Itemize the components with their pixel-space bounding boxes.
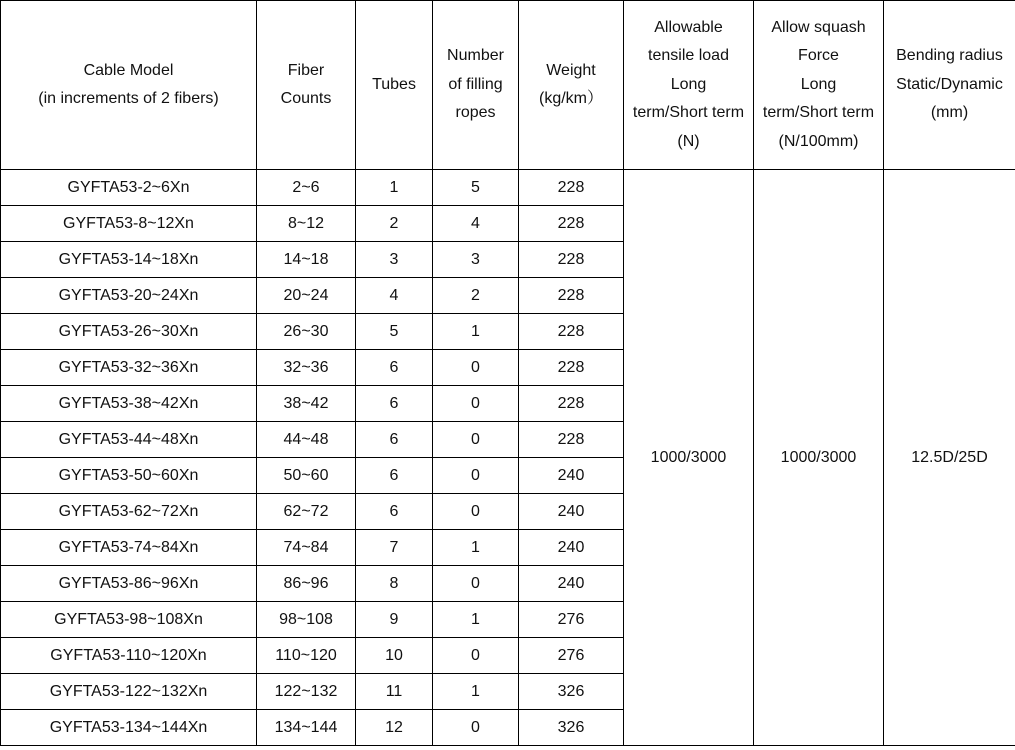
cell-weight: 326 bbox=[519, 710, 624, 746]
cell-cable-model: GYFTA53-134~144Xn bbox=[1, 710, 257, 746]
header-line: Fiber bbox=[287, 61, 325, 79]
cell-filling-ropes: 0 bbox=[433, 494, 519, 530]
header-line: (N) bbox=[677, 132, 700, 150]
cell-filling-ropes: 0 bbox=[433, 710, 519, 746]
header-line: term/Short term bbox=[762, 104, 875, 122]
cell-cable-model: GYFTA53-44~48Xn bbox=[1, 422, 257, 458]
header-line: Allow squash bbox=[771, 18, 866, 36]
cell-filling-ropes: 4 bbox=[433, 206, 519, 242]
cell-fiber-counts: 20~24 bbox=[257, 278, 356, 314]
header-line: Static/Dynamic bbox=[896, 75, 1003, 93]
header-line: ropes bbox=[455, 104, 496, 122]
header-weight bbox=[519, 1, 624, 170]
cell-weight: 228 bbox=[519, 170, 624, 206]
cell-weight: 326 bbox=[519, 674, 624, 710]
cell-weight: 240 bbox=[519, 566, 624, 602]
cell-tubes: 5 bbox=[356, 314, 433, 350]
cell-weight: 228 bbox=[519, 386, 624, 422]
header-line: Allowable bbox=[654, 18, 723, 36]
cell-weight: 240 bbox=[519, 530, 624, 566]
header-line: (mm) bbox=[930, 104, 969, 122]
cell-tubes: 4 bbox=[356, 278, 433, 314]
cell-weight: 228 bbox=[519, 278, 624, 314]
cell-weight: 228 bbox=[519, 350, 624, 386]
cell-fiber-counts: 38~42 bbox=[257, 386, 356, 422]
cell-filling-ropes: 1 bbox=[433, 314, 519, 350]
cell-filling-ropes: 0 bbox=[433, 350, 519, 386]
cell-fiber-counts: 62~72 bbox=[257, 494, 356, 530]
cell-cable-model: GYFTA53-50~60Xn bbox=[1, 458, 257, 494]
cell-tubes: 10 bbox=[356, 638, 433, 674]
cell-cable-model: GYFTA53-74~84Xn bbox=[1, 530, 257, 566]
cell-tubes: 6 bbox=[356, 350, 433, 386]
header-line: Cable Model bbox=[83, 61, 174, 79]
cell-filling-ropes: 0 bbox=[433, 566, 519, 602]
header-line: Number bbox=[447, 47, 504, 65]
cell-cable-model: GYFTA53-14~18Xn bbox=[1, 242, 257, 278]
cell-fiber-counts: 14~18 bbox=[257, 242, 356, 278]
cell-tubes: 3 bbox=[356, 242, 433, 278]
header-tensile-load bbox=[624, 1, 754, 170]
cell-tubes: 8 bbox=[356, 566, 433, 602]
cell-cable-model: GYFTA53-32~36Xn bbox=[1, 350, 257, 386]
cell-tubes: 7 bbox=[356, 530, 433, 566]
cell-filling-ropes: 0 bbox=[433, 638, 519, 674]
cell-weight: 240 bbox=[519, 458, 624, 494]
cell-filling-ropes: 1 bbox=[433, 674, 519, 710]
cell-weight: 228 bbox=[519, 242, 624, 278]
header-fiber-counts bbox=[257, 1, 356, 170]
header-line: Long bbox=[800, 75, 837, 93]
table-row bbox=[1, 170, 1015, 206]
cell-fiber-counts: 86~96 bbox=[257, 566, 356, 602]
cell-tubes: 2 bbox=[356, 206, 433, 242]
header-tubes bbox=[356, 1, 433, 170]
header-bending-radius bbox=[884, 1, 1015, 170]
cell-weight: 240 bbox=[519, 494, 624, 530]
header-line: Long bbox=[670, 75, 707, 93]
cell-filling-ropes: 5 bbox=[433, 170, 519, 206]
cell-tensile-load: 1000/3000 bbox=[624, 170, 754, 746]
cell-weight: 228 bbox=[519, 206, 624, 242]
header-line: Bending radius bbox=[896, 47, 1003, 65]
cell-filling-ropes: 0 bbox=[433, 458, 519, 494]
cell-filling-ropes: 1 bbox=[433, 530, 519, 566]
cell-tubes: 6 bbox=[356, 458, 433, 494]
header-line: Force bbox=[798, 47, 839, 65]
header-line: Counts bbox=[280, 90, 332, 107]
cell-cable-model: GYFTA53-62~72Xn bbox=[1, 494, 257, 530]
cell-cable-model: GYFTA53-8~12Xn bbox=[1, 206, 257, 242]
cell-tubes: 11 bbox=[356, 674, 433, 710]
table-body bbox=[1, 170, 1015, 746]
header-squash-force bbox=[754, 1, 884, 170]
cell-tubes: 12 bbox=[356, 710, 433, 746]
header-line: tensile load bbox=[648, 47, 729, 65]
header-line: (kg/km） bbox=[538, 90, 603, 107]
cell-fiber-counts: 50~60 bbox=[257, 458, 356, 494]
header-filling-ropes bbox=[433, 1, 519, 170]
cell-tubes: 6 bbox=[356, 422, 433, 458]
cell-fiber-counts: 122~132 bbox=[257, 674, 356, 710]
cell-filling-ropes: 0 bbox=[433, 422, 519, 458]
cell-fiber-counts: 26~30 bbox=[257, 314, 356, 350]
cell-squash-force: 1000/3000 bbox=[754, 170, 884, 746]
cell-fiber-counts: 134~144 bbox=[257, 710, 356, 746]
cell-fiber-counts: 74~84 bbox=[257, 530, 356, 566]
header-line: (N/100mm) bbox=[778, 132, 859, 150]
cell-tubes: 1 bbox=[356, 170, 433, 206]
cell-filling-ropes: 2 bbox=[433, 278, 519, 314]
cell-cable-model: GYFTA53-86~96Xn bbox=[1, 566, 257, 602]
header-row bbox=[1, 1, 1015, 170]
cell-tubes: 6 bbox=[356, 386, 433, 422]
cell-filling-ropes: 1 bbox=[433, 602, 519, 638]
cell-fiber-counts: 2~6 bbox=[257, 170, 356, 206]
cell-weight: 228 bbox=[519, 422, 624, 458]
cell-weight: 228 bbox=[519, 314, 624, 350]
cell-tubes: 6 bbox=[356, 494, 433, 530]
cell-filling-ropes: 3 bbox=[433, 242, 519, 278]
cell-weight: 276 bbox=[519, 602, 624, 638]
cell-cable-model: GYFTA53-26~30Xn bbox=[1, 314, 257, 350]
header-line: Weight bbox=[546, 61, 596, 79]
header-line: (in increments of 2 fibers) bbox=[38, 90, 219, 107]
cell-fiber-counts: 98~108 bbox=[257, 602, 356, 638]
cell-cable-model: GYFTA53-110~120Xn bbox=[1, 638, 257, 674]
header-line: Tubes bbox=[372, 75, 416, 93]
cell-fiber-counts: 44~48 bbox=[257, 422, 356, 458]
cell-bending-radius: 12.5D/25D bbox=[884, 170, 1015, 746]
header-line: term/Short term bbox=[632, 104, 745, 122]
header-line: of filling bbox=[448, 75, 503, 93]
cell-fiber-counts: 110~120 bbox=[257, 638, 356, 674]
cell-cable-model: GYFTA53-2~6Xn bbox=[1, 170, 257, 206]
cell-fiber-counts: 8~12 bbox=[257, 206, 356, 242]
cell-cable-model: GYFTA53-20~24Xn bbox=[1, 278, 257, 314]
cell-cable-model: GYFTA53-38~42Xn bbox=[1, 386, 257, 422]
cell-cable-model: GYFTA53-122~132Xn bbox=[1, 674, 257, 710]
cell-tubes: 9 bbox=[356, 602, 433, 638]
cell-fiber-counts: 32~36 bbox=[257, 350, 356, 386]
cell-cable-model: GYFTA53-98~108Xn bbox=[1, 602, 257, 638]
cell-weight: 276 bbox=[519, 638, 624, 674]
header-cable-model bbox=[1, 1, 257, 170]
cell-filling-ropes: 0 bbox=[433, 386, 519, 422]
